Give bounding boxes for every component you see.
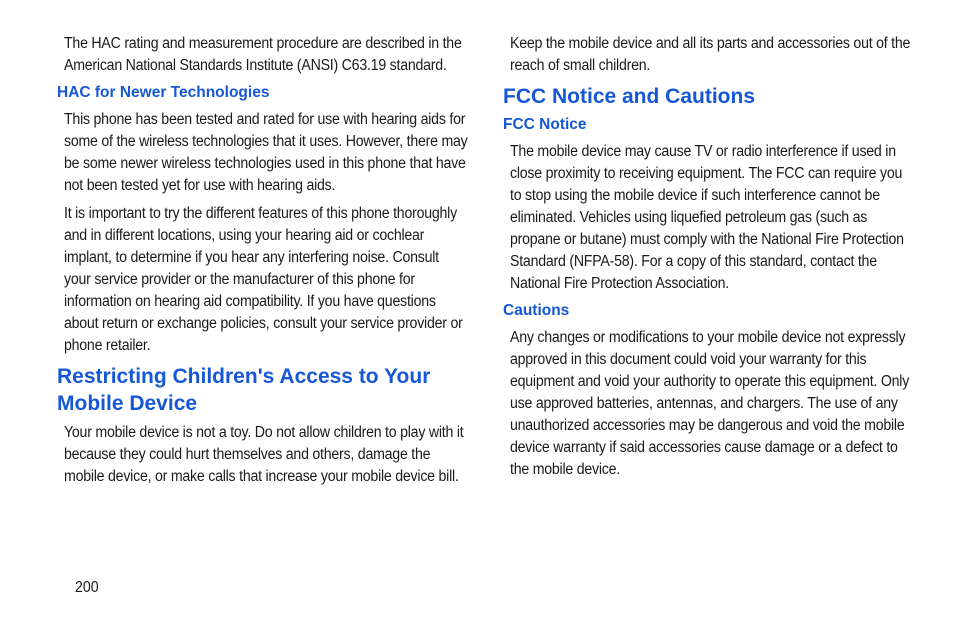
cautions-subheading: Cautions <box>503 302 570 319</box>
keep-away-paragraph: Keep the mobile device and all its parts and accessories out of the reach of small children. <box>510 35 911 74</box>
fcc-notice-subheading: FCC Notice <box>503 116 587 133</box>
restricting-children-heading: Restricting Children's Access to Your Mobile Device <box>57 365 431 415</box>
right-column <box>503 33 913 487</box>
left-column <box>57 33 467 494</box>
fcc-notice-cautions-heading: FCC Notice and Cautions <box>503 85 756 108</box>
not-a-toy-paragraph: Your mobile device is not a toy. Do not allow children to play with it because they could hurt themselves and others, damage the mobile device, or make calls that increase your mobile device bill. <box>64 424 464 485</box>
cautions-paragraph: Any changes or modifications to your mobile device not expressly approved in this document could void your warranty for this equipment and void your authority to operate this equipment. Only use approved batteries, antennas, and chargers. The use of any unauthorized accessories may be dangerous and void the mobile device warranty if said accessories cause damage or a defect to the mobile device. <box>510 329 910 478</box>
hac-newer-tech-paragraph: This phone has been tested and rated for use with hearing aids for some of the wireless technologies that it uses. However, there may be some newer wireless technologies used in this phone that have not been tested yet for use with hearing aids. <box>64 111 468 194</box>
page-number: 200 <box>75 579 99 596</box>
hac-newer-technologies-subheading: HAC for Newer Technologies <box>57 84 270 101</box>
hac-rating-paragraph: The HAC rating and measurement procedure are described in the American National Standards Institute (ANSI) C63.19 standard. <box>64 35 462 74</box>
fcc-interference-paragraph: The mobile device may cause TV or radio interference if used in close proximity to receiving equipment. The FCC can require you to stop using the mobile device if such interference cannot be eliminated. Vehicles using liquefied petroleum gas (such as propane or butane) must comply with the National Fire Protection Standard (NFPA-58). For a copy of this standard, contact the National Fire Protection Association. <box>510 143 904 292</box>
try-features-paragraph: It is important to try the different features of this phone thoroughly and in different locations, using your hearing aid or cochlear implant, to determine if you hear any interfering noise. Consult your service provider or the manufacturer of this phone for information on hearing aid compatibility. If you have questions about return or exchange policies, consult your service provider or phone retailer. <box>64 205 463 354</box>
